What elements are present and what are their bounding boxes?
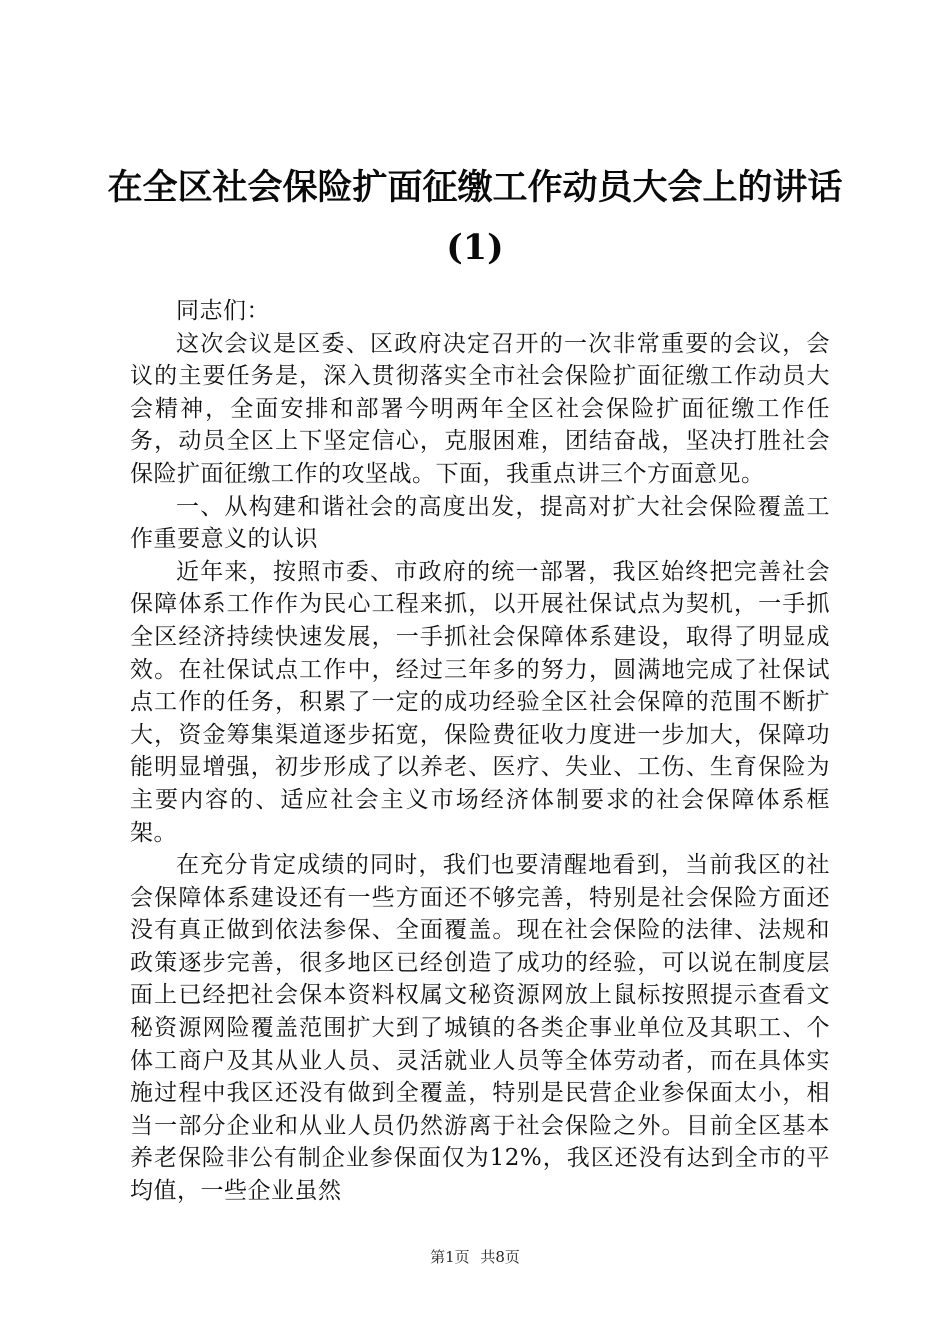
salutation: 同志们： bbox=[176, 298, 270, 324]
document-title: 在全区社会保险扩面征缴工作动员大会上的讲话(1) bbox=[107, 167, 843, 268]
page-footer bbox=[0, 1246, 950, 1267]
document-body bbox=[130, 295, 830, 1208]
section-heading-1: 一、从构建和谐社会的高度出发，提高对扩大社会保险覆盖工作重要意义的认识 bbox=[130, 493, 830, 553]
paragraph-achievements: 近年来，按照市委、市政府的统一部署，我区始终把完善社会保障体系工作作为民心工程来抓，以开展社保试点为契机，一手抓全区经济持续快速发展，一手抓社会保障体系建设，取得了明显成效。在社保试点工作中，经过三年多的努力，圆满地完成了社保试点工作的任务，积累了一定的成功经验全区社会保障的范围不断扩大，资金筹集渠道逐步拓宽，保险费征收力度进一步加大，保障功能明显增强，初步形成了以养老、医疗、失业、工伤、生育保险为主要内容的、适应社会主义市场经济体制要求的社会保障体系框架。 bbox=[130, 558, 830, 846]
page-number: 第1页 bbox=[430, 1248, 470, 1266]
paragraph-problems: 在充分肯定成绩的同时，我们也要清醒地看到，当前我区的社会保障体系建设还有一些方面还不够完善，特别是社会保险方面还没有真正做到依法参保、全面覆盖。现在社会保险的法律、法规和政策逐步完善，很多地区已经创造了成功的经验，可以说在制度层面上已经把社会保本资料权属文秘资源网放上鼠标按照提示查看文秘资源网险覆盖范围扩大到了城镇的各类企事业单位及其职工、个体工商户及其从业人员、灵活就业人员等全体劳动者，而在具体实施过程中我区还没有做到全覆盖，特别是民营企业参保面太小，相当一部分企业和从业人员仍然游离于社会保险之外。目前全区基本养老保险非公有制企业参保面仅为12%，我区还没有达到全市的平均值，一些企业虽然 bbox=[130, 852, 830, 1205]
page-total: 共8页 bbox=[480, 1248, 520, 1266]
paragraph-intro: 这次会议是区委、区政府决定召开的一次非常重要的会议，会议的主要任务是，深入贯彻落实全市社会保险扩面征缴工作动员大会精神，全面安排和部署今明两年全区社会保险扩面征缴工作任务，动员全区上下坚定信心，克服困难，团结奋战，坚决打胜社会保险扩面征缴工作的攻坚战。下面，我重点讲三个方面意见。 bbox=[130, 330, 830, 487]
